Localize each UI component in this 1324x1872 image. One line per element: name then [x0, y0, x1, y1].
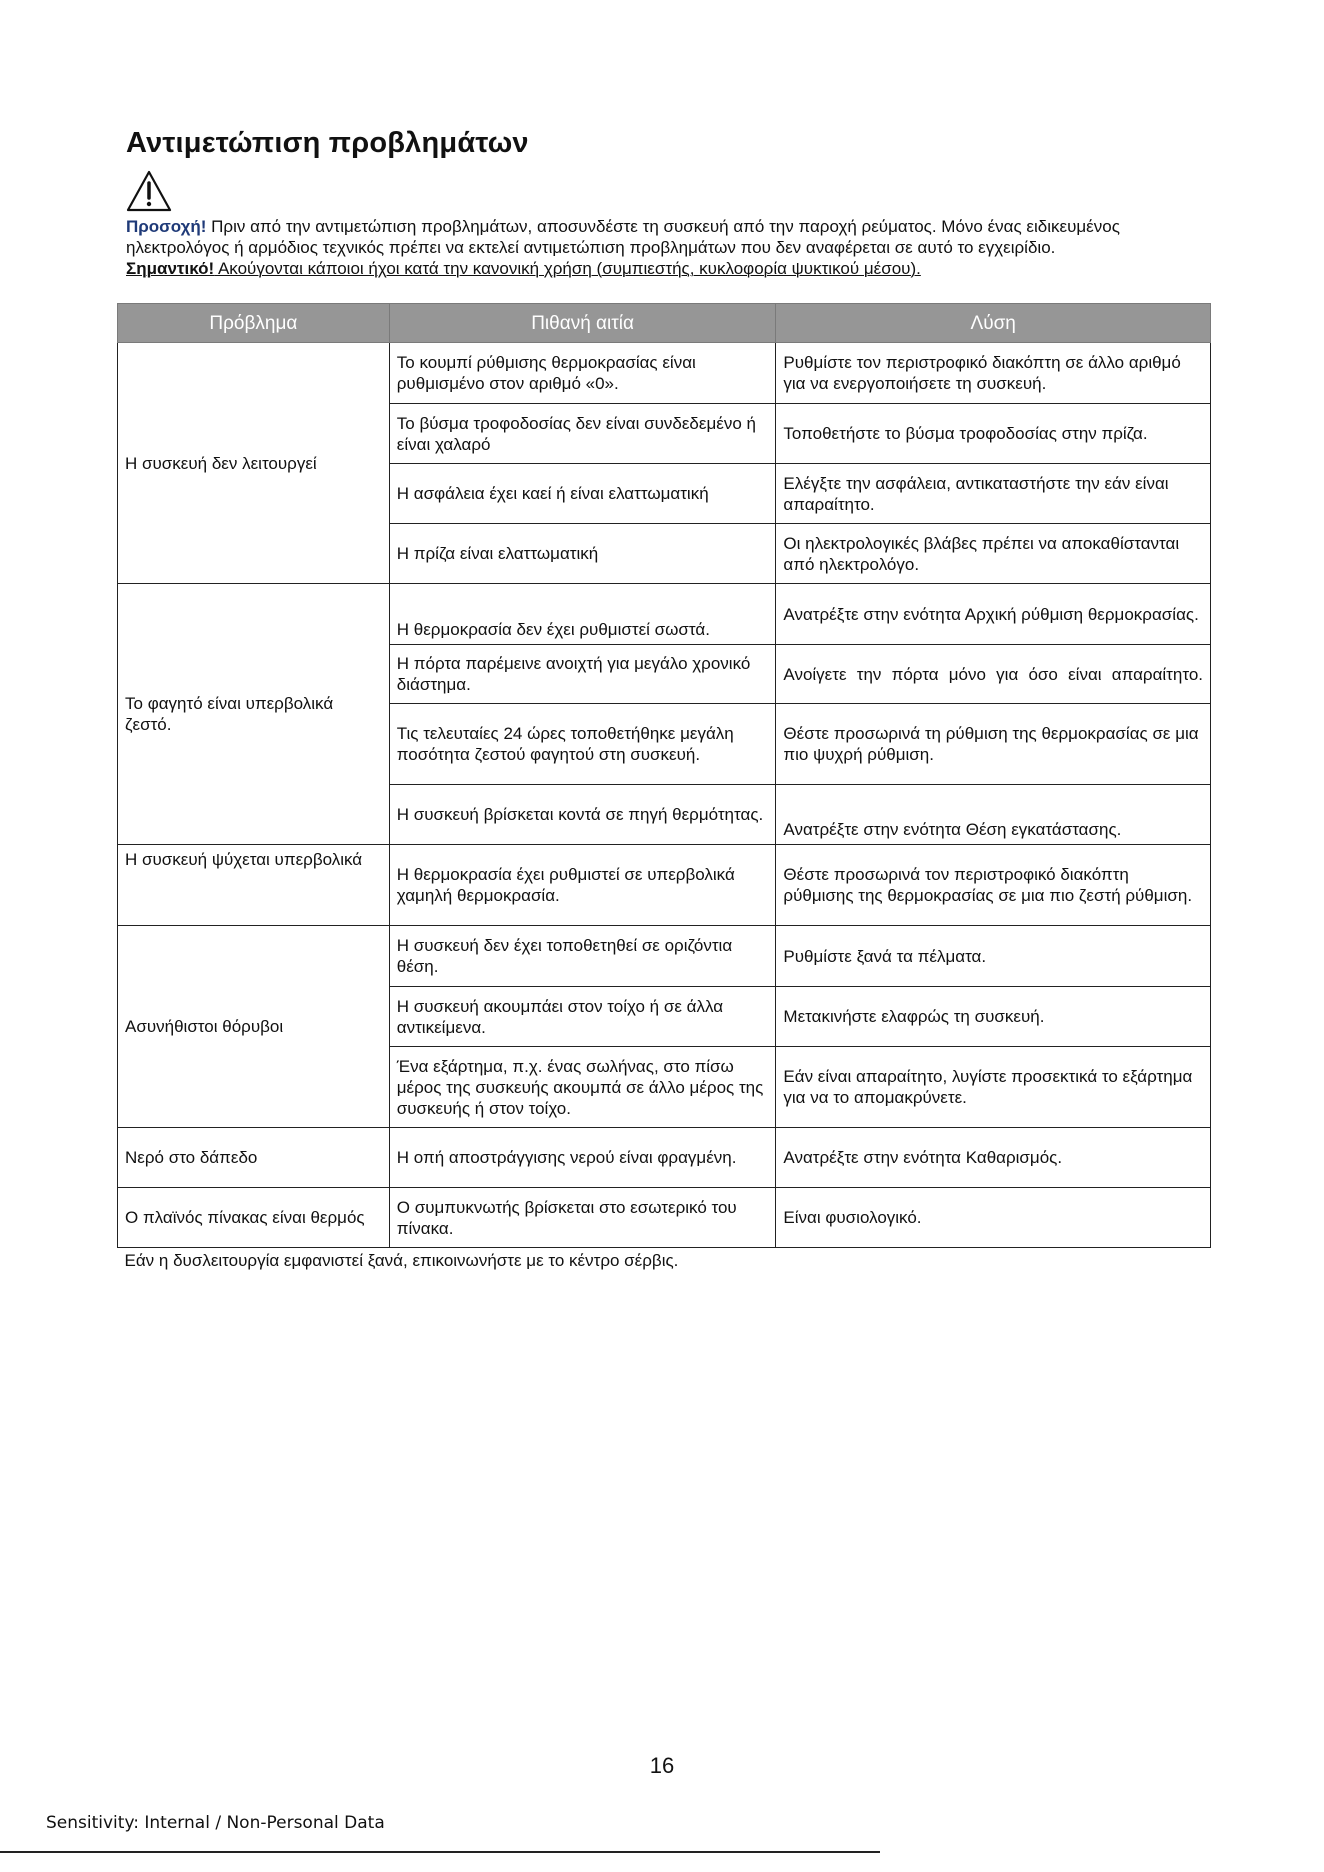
cause-cell: Η πρίζα είναι ελαττωματική [389, 524, 776, 584]
cause-cell: Ο συμπυκνωτής βρίσκεται στο εσωτερικό του πίνακα. [389, 1188, 776, 1248]
solution-cell: Είναι φυσιολογικό. [776, 1188, 1211, 1248]
sensitivity-label: Sensitivity: Internal / Non-Personal Data [46, 1813, 385, 1833]
cause-cell: Το βύσμα τροφοδοσίας δεν είναι συνδεδεμένο ή είναι χαλαρό [389, 404, 776, 464]
warning-triangle-icon [126, 170, 172, 212]
table-header-row [118, 304, 1211, 343]
problem-cell: Η συσκευή ψύχεται υπερβολικά [118, 845, 390, 926]
troubleshooting-table [117, 303, 1211, 1273]
solution-cell: Ανατρέξτε στην ενότητα Καθαρισμός. [776, 1128, 1211, 1188]
cause-cell: Η θερμοκρασία έχει ρυθμιστεί σε υπερβολικά χαμηλή θερμοκρασία. [389, 845, 776, 926]
table-row [118, 845, 1211, 926]
important-label: Σημαντικό! [126, 259, 215, 278]
warning-paragraph [126, 216, 1216, 258]
table-row [118, 926, 1211, 987]
important-text: Ακούγονται κάποιοι ήχοι κατά την κανονική χρήση (συμπιεστής, κυκλοφορία ψυκτικού μέσου). [214, 259, 921, 278]
problem-cell: Ο πλαϊνός πίνακας είναι θερμός [118, 1188, 390, 1248]
cause-cell: Η ασφάλεια έχει καεί ή είναι ελαττωματική [389, 464, 776, 524]
header-solution: Λύση [776, 304, 1211, 343]
page-title: Αντιμετώπιση προβλημάτων [126, 127, 529, 159]
page-number: 16 [649, 1753, 675, 1778]
table-row [118, 1128, 1211, 1188]
solution-cell: Ανατρέξτε στην ενότητα Θέση εγκατάστασης. [776, 785, 1211, 845]
problem-cell: Το φαγητό είναι υπερβολικά ζεστό. [118, 584, 390, 845]
footnote: Εάν η δυσλειτουργία εμφανιστεί ξανά, επικοινωνήστε με το κέντρο σέρβις. [124, 1251, 679, 1270]
cause-cell: Η συσκευή δεν έχει τοποθετηθεί σε οριζόντια θέση. [389, 926, 776, 987]
problem-cell: Νερό στο δάπεδο [118, 1128, 390, 1188]
cause-cell: Η οπή αποστράγγισης νερού είναι φραγμένη. [389, 1128, 776, 1188]
solution-cell: Θέστε προσωρινά τον περιστροφικό διακόπτη ρύθμισης της θερμοκρασίας σε μια πιο ζεστή ρύθμιση. [776, 845, 1211, 926]
warning-text: Πριν από την αντιμετώπιση προβλημάτων, αποσυνδέστε τη συσκευή από την παροχή ρεύματος. Μόνο ένας ειδικευμένος ηλεκτρολόγος ή αρμόδιος τεχνικός πρέπει να εκτελεί αντιμετώπιση προβλημάτων που δεν αναφέρεται σε αυτό το εγχειρίδιο. [126, 217, 1120, 257]
solution-cell: Ανατρέξτε στην ενότητα Αρχική ρύθμιση θερμοκρασίας. [776, 584, 1211, 645]
important-paragraph [126, 258, 1216, 279]
solution-cell: Εάν είναι απαραίτητο, λυγίστε προσεκτικά το εξάρτημα για να το απομακρύνετε. [776, 1047, 1211, 1128]
table-row [118, 584, 1211, 645]
page-content [124, 126, 1216, 1270]
cause-cell: Τις τελευταίες 24 ώρες τοποθετήθηκε μεγάλη ποσότητα ζεστού φαγητού στη συσκευή. [389, 704, 776, 785]
cause-cell: Το κουμπί ρύθμισης θερμοκρασίας είναι ρυθμισμένο στον αριθμό «0». [389, 343, 776, 404]
footnote-row [118, 1248, 1211, 1274]
solution-cell: Ανοίγετε την πόρτα μόνο για όσο είναι απαραίτητο. [776, 645, 1211, 704]
table-row [118, 1188, 1211, 1248]
solution-cell: Μετακινήστε ελαφρώς τη συσκευή. [776, 987, 1211, 1047]
solution-cell: Οι ηλεκτρολογικές βλάβες πρέπει να αποκαθίστανται από ηλεκτρολόγο. [776, 524, 1211, 584]
problem-cell: Η συσκευή δεν λειτουργεί [118, 343, 390, 584]
header-problem: Πρόβλημα [118, 304, 390, 343]
solution-cell: Ρυθμίστε τον περιστροφικό διακόπτη σε άλλο αριθμό για να ενεργοποιήσετε τη συσκευή. [776, 343, 1211, 404]
solution-cell: Ελέγξτε την ασφάλεια, αντικαταστήστε την εάν είναι απαραίτητο. [776, 464, 1211, 524]
cause-cell: Η συσκευή βρίσκεται κοντά σε πηγή θερμότητας. [389, 785, 776, 845]
solution-cell: Ρυθμίστε ξανά τα πέλματα. [776, 926, 1211, 987]
footer-divider [0, 1851, 880, 1853]
cause-cell: Η πόρτα παρέμεινε ανοιχτή για μεγάλο χρονικό διάστημα. [389, 645, 776, 704]
problem-cell: Ασυνήθιστοι θόρυβοι [118, 926, 390, 1128]
solution-cell: Τοποθετήστε το βύσμα τροφοδοσίας στην πρίζα. [776, 404, 1211, 464]
cause-cell: Η συσκευή ακουμπάει στον τοίχο ή σε άλλα αντικείμενα. [389, 987, 776, 1047]
solution-cell: Θέστε προσωρινά τη ρύθμιση της θερμοκρασίας σε μια πιο ψυχρή ρύθμιση. [776, 704, 1211, 785]
notice-block [126, 216, 1216, 279]
header-cause: Πιθανή αιτία [389, 304, 776, 343]
table-row [118, 343, 1211, 404]
cause-cell: Η θερμοκρασία δεν έχει ρυθμιστεί σωστά. [389, 584, 776, 645]
cause-cell: Ένα εξάρτημα, π.χ. ένας σωλήνας, στο πίσω μέρος της συσκευής ακουμπά σε άλλο μέρος της συσκευής ή στον τοίχο. [389, 1047, 776, 1128]
warning-label: Προσοχή! [126, 217, 207, 236]
